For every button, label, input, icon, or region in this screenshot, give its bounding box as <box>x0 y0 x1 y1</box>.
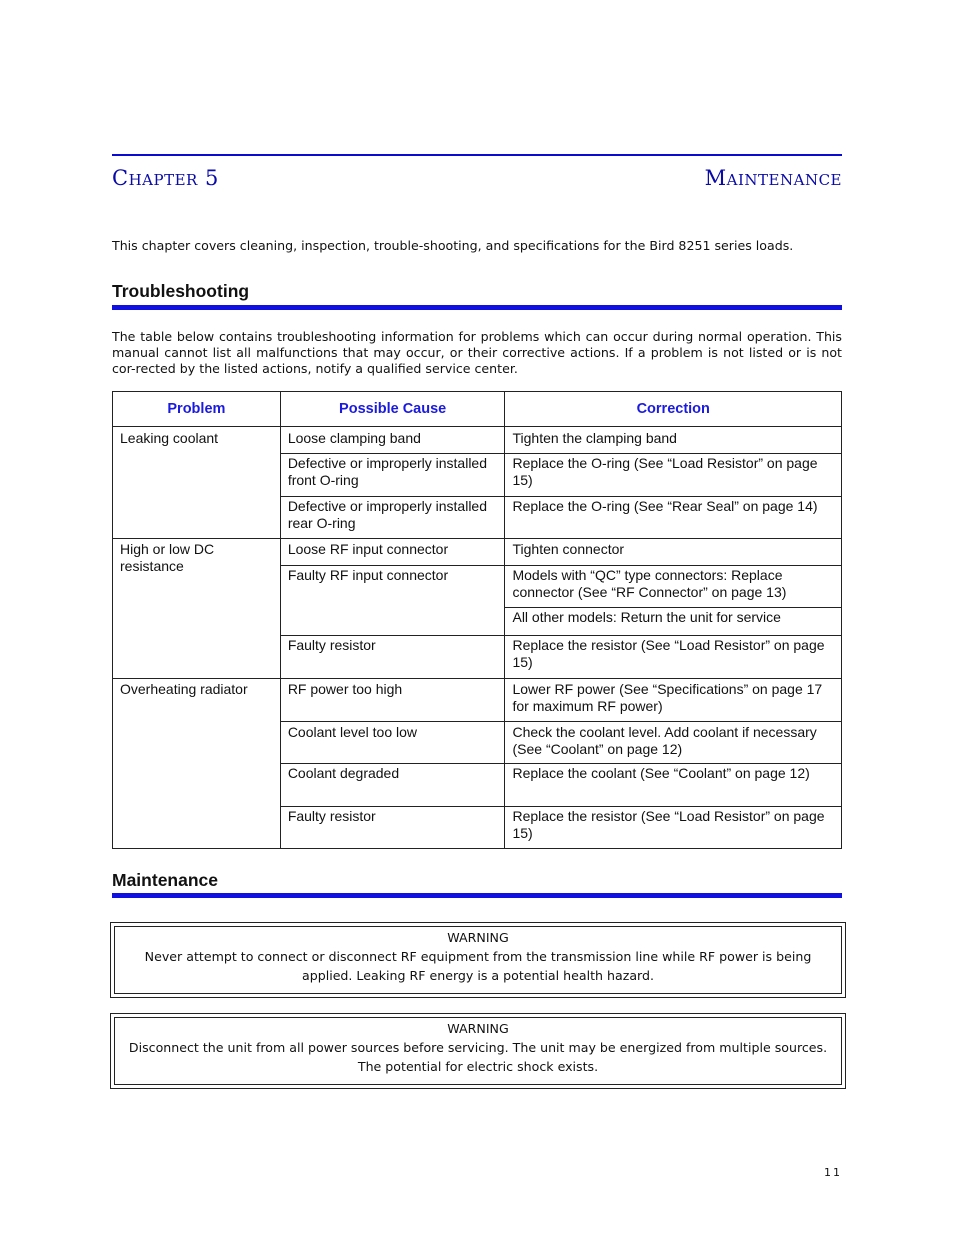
maintenance-heading: Maintenance <box>112 870 218 890</box>
warning-title: WARNING <box>447 930 509 945</box>
troubleshooting-paragraph: The table below contains troubleshooting information for problems which can occur during normal operation. This manual cannot list all malfunctions that may occur, or their corrective actions. If a problem is not listed or is not cor-rected by the listed actions, notify a qualified service center. <box>112 329 842 376</box>
cause-cell: Faulty RF input connector <box>280 566 505 636</box>
header-correction: Correction <box>505 392 842 427</box>
correction-cell: All other models: Return the unit for service <box>505 608 842 636</box>
page-number: 11 <box>824 1166 842 1179</box>
correction-cell: Replace the resistor (See “Load Resistor” on page 15) <box>505 636 842 679</box>
chapter-label: Chapter 5 <box>112 166 219 190</box>
chapter-header <box>112 166 842 196</box>
table-row <box>113 539 842 566</box>
correction-cell: Tighten connector <box>505 539 842 566</box>
cause-cell: Coolant degraded <box>280 764 505 807</box>
cause-cell: Coolant level too low <box>280 722 505 764</box>
warning-box <box>110 1013 846 1089</box>
correction-cell: Replace the resistor (See “Load Resistor” on page 15) <box>505 807 842 849</box>
problem-cell: High or low DC resistance <box>113 539 281 679</box>
warning-text: Disconnect the unit from all power sources before servicing. The unit may be energized from multiple sources. The potential for electric shock exists. <box>128 1040 828 1074</box>
cause-cell: Loose clamping band <box>280 427 505 454</box>
troubleshooting-table <box>112 391 842 849</box>
correction-cell: Models with “QC” type connectors: Replace connector (See “RF Connector” on page 13) <box>505 566 842 608</box>
intro-paragraph: This chapter covers cleaning, inspection, trouble-shooting, and specifications for the Bird 8251 series loads. <box>112 238 794 253</box>
correction-cell: Tighten the clamping band <box>505 427 842 454</box>
cause-cell: Defective or improperly installed rear O-ring <box>280 497 505 539</box>
cause-cell: Defective or improperly installed front O-ring <box>280 454 505 497</box>
cause-cell: RF power too high <box>280 679 505 722</box>
warning-title: WARNING <box>447 1021 509 1036</box>
correction-cell: Lower RF power (See “Specifications” on page 17 for maximum RF power) <box>505 679 842 722</box>
maintenance-heading-bar <box>112 893 842 898</box>
header-problem: Problem <box>113 392 281 427</box>
correction-cell: Replace the coolant (See “Coolant” on page 12) <box>505 764 842 807</box>
cause-cell: Faulty resistor <box>280 636 505 679</box>
warning-box-inner <box>114 926 842 994</box>
table-header-row <box>113 392 842 427</box>
chapter-top-rule <box>112 154 842 156</box>
warning-box <box>110 922 846 998</box>
table-row <box>113 427 842 454</box>
correction-cell: Replace the O-ring (See “Load Resistor” on page 15) <box>505 454 842 497</box>
chapter-title: Maintenance <box>704 166 842 190</box>
problem-cell: Overheating radiator <box>113 679 281 849</box>
cause-cell: Faulty resistor <box>280 807 505 849</box>
correction-cell: Replace the O-ring (See “Rear Seal” on page 14) <box>505 497 842 539</box>
table-row <box>113 679 842 722</box>
header-possible-cause: Possible Cause <box>280 392 505 427</box>
warning-text: Never attempt to connect or disconnect RF equipment from the transmission line while RF power is being applied. Leaking RF energy is a potential health hazard. <box>144 949 812 983</box>
problem-cell: Leaking coolant <box>113 427 281 539</box>
cause-cell: Loose RF input connector <box>280 539 505 566</box>
troubleshooting-heading-bar <box>112 305 842 310</box>
troubleshooting-heading: Troubleshooting <box>112 281 250 301</box>
correction-cell: Check the coolant level. Add coolant if necessary (See “Coolant” on page 12) <box>505 722 842 764</box>
warning-box-inner <box>114 1017 842 1085</box>
